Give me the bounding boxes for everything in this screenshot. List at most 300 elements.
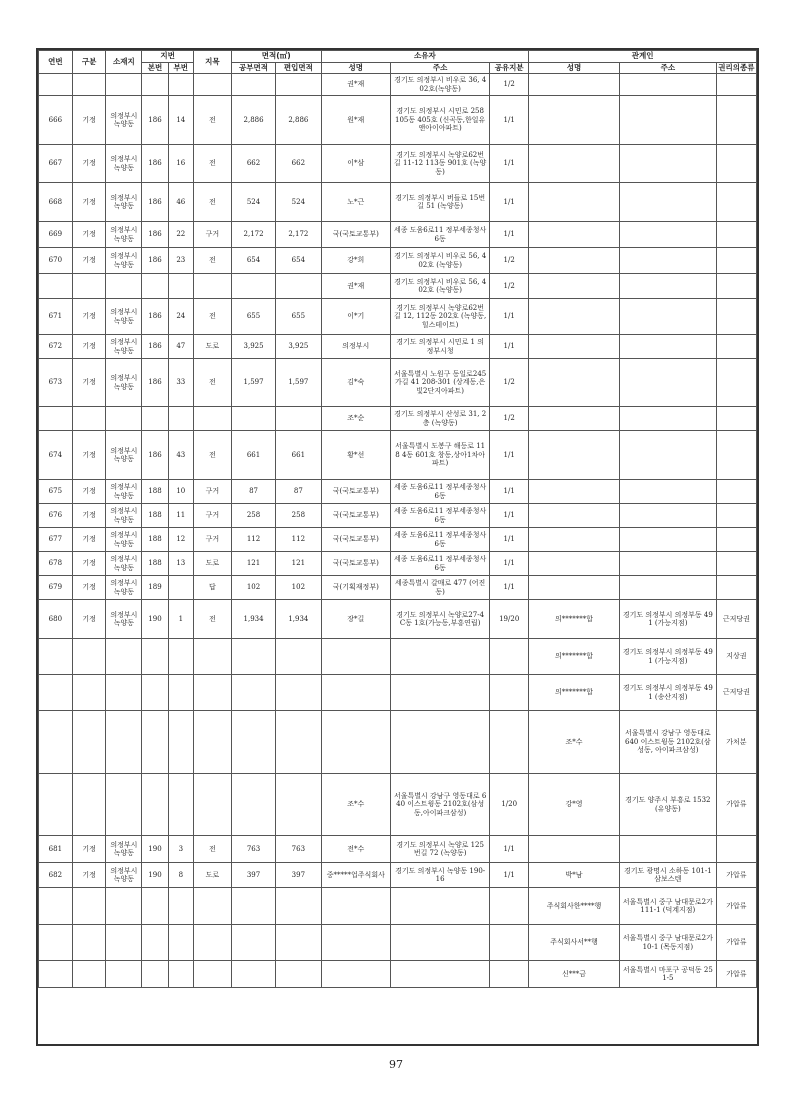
land-category-cell: 전 bbox=[193, 145, 231, 183]
type-cell: 기정 bbox=[72, 480, 106, 504]
row-no-cell: 672 bbox=[39, 335, 73, 359]
lot-sub-cell: 3 bbox=[168, 836, 193, 863]
area-official-cell bbox=[231, 274, 275, 299]
location-cell: 의정부시 녹양동 bbox=[106, 335, 142, 359]
owner-address-cell: 경기도 의정부시 비우로 56, 402호 (녹양동) bbox=[391, 248, 490, 274]
owner-address-cell: 세종 도움6로11 정부세종청사 6동 bbox=[391, 552, 490, 576]
rel-address-cell bbox=[619, 248, 716, 274]
area-official-cell bbox=[231, 888, 275, 925]
row-no-cell bbox=[39, 675, 73, 711]
rel-address-cell bbox=[619, 299, 716, 335]
type-cell bbox=[72, 888, 106, 925]
row-no-cell: 681 bbox=[39, 836, 73, 863]
share-cell: 1/2 bbox=[490, 248, 529, 274]
row-no-cell: 676 bbox=[39, 504, 73, 528]
type-cell: 기정 bbox=[72, 431, 106, 480]
area-official-cell bbox=[231, 711, 275, 774]
location-cell bbox=[106, 925, 142, 961]
table-row bbox=[39, 600, 757, 639]
location-cell bbox=[106, 711, 142, 774]
type-cell bbox=[72, 639, 106, 675]
rel-name-cell: 강*영 bbox=[529, 774, 620, 836]
page-number: 97 bbox=[389, 1058, 403, 1071]
type-cell: 기정 bbox=[72, 359, 106, 407]
area-official-cell: 2,886 bbox=[231, 96, 275, 145]
lot-sub-cell: 23 bbox=[168, 248, 193, 274]
type-cell bbox=[72, 675, 106, 711]
owner-name-cell: 국(국토교통부) bbox=[321, 480, 391, 504]
row-no-cell: 674 bbox=[39, 431, 73, 480]
lot-sub-cell bbox=[168, 961, 193, 988]
lot-sub-cell bbox=[168, 639, 193, 675]
table-row bbox=[39, 299, 757, 335]
table-row bbox=[39, 863, 757, 888]
type-cell: 기정 bbox=[72, 504, 106, 528]
rel-right-type-cell bbox=[716, 480, 756, 504]
land-category-cell: 도로 bbox=[193, 863, 231, 888]
rel-address-cell bbox=[619, 836, 716, 863]
owner-address-cell: 세종 도움6로11 정부세종청사 6동 bbox=[391, 504, 490, 528]
area-official-cell: 2,172 bbox=[231, 222, 275, 248]
rel-address-cell bbox=[619, 74, 716, 96]
row-no-cell bbox=[39, 639, 73, 675]
rel-right-type-cell bbox=[716, 528, 756, 552]
row-no-cell bbox=[39, 407, 73, 431]
area-included-cell: 661 bbox=[276, 431, 321, 480]
lot-main-cell: 186 bbox=[142, 96, 168, 145]
share-cell: 1/1 bbox=[490, 528, 529, 552]
owner-name-cell bbox=[321, 888, 391, 925]
land-category-cell: 전 bbox=[193, 299, 231, 335]
table-row bbox=[39, 639, 757, 675]
lot-main-cell: 186 bbox=[142, 299, 168, 335]
lot-sub-cell: 14 bbox=[168, 96, 193, 145]
lot-sub-cell bbox=[168, 675, 193, 711]
owner-name-cell: 국(국토교통부) bbox=[321, 528, 391, 552]
table-row bbox=[39, 74, 757, 96]
lot-main-cell: 186 bbox=[142, 359, 168, 407]
rel-address-cell: 서울특별시 강남구 영동대로 640 이스트윙동 2102호(삼성동, 아이파크삼성) bbox=[619, 711, 716, 774]
type-cell bbox=[72, 925, 106, 961]
row-no-cell bbox=[39, 888, 73, 925]
rel-right-type-cell bbox=[716, 74, 756, 96]
area-included-cell bbox=[276, 774, 321, 836]
rel-name-cell bbox=[529, 183, 620, 222]
header-lot: 지번 bbox=[142, 51, 194, 63]
owner-address-cell bbox=[391, 961, 490, 988]
location-cell: 의정부시 녹양동 bbox=[106, 504, 142, 528]
owner-name-cell bbox=[321, 961, 391, 988]
rel-name-cell: 의*******합 bbox=[529, 675, 620, 711]
rel-name-cell: 신***금 bbox=[529, 961, 620, 988]
type-cell: 기정 bbox=[72, 335, 106, 359]
header-rel-address: 주소 bbox=[619, 63, 716, 74]
location-cell bbox=[106, 274, 142, 299]
lot-sub-cell: 46 bbox=[168, 183, 193, 222]
owner-address-cell: 서울특별시 도봉구 해등로 118 4동 601호 창동,상아1차아파트) bbox=[391, 431, 490, 480]
table-row bbox=[39, 96, 757, 145]
share-cell: 1/20 bbox=[490, 774, 529, 836]
share-cell: 1/1 bbox=[490, 576, 529, 600]
rel-name-cell: 주식회사한****행 bbox=[529, 888, 620, 925]
type-cell: 기정 bbox=[72, 600, 106, 639]
lot-main-cell bbox=[142, 274, 168, 299]
header-owner-address: 주소 bbox=[391, 63, 490, 74]
type-cell: 기정 bbox=[72, 96, 106, 145]
area-included-cell: 763 bbox=[276, 836, 321, 863]
rel-right-type-cell bbox=[716, 504, 756, 528]
owner-address-cell: 서울특별시 강남구 영동대로 640 이스트윙동 2102호(삼성동,아이파크삼성) bbox=[391, 774, 490, 836]
rel-right-type-cell bbox=[716, 431, 756, 480]
type-cell: 기정 bbox=[72, 222, 106, 248]
lot-sub-cell: 1 bbox=[168, 600, 193, 639]
rel-name-cell bbox=[529, 335, 620, 359]
owner-name-cell: 의정부시 bbox=[321, 335, 391, 359]
owner-name-cell: 황*선 bbox=[321, 431, 391, 480]
row-no-cell: 671 bbox=[39, 299, 73, 335]
share-cell: 1/1 bbox=[490, 183, 529, 222]
row-no-cell bbox=[39, 711, 73, 774]
location-cell: 의정부시 녹양동 bbox=[106, 576, 142, 600]
row-no-cell: 667 bbox=[39, 145, 73, 183]
rel-right-type-cell: 근저당권 bbox=[716, 675, 756, 711]
table-body bbox=[39, 74, 757, 988]
lot-sub-cell bbox=[168, 711, 193, 774]
area-included-cell: 87 bbox=[276, 480, 321, 504]
land-category-cell: 전 bbox=[193, 600, 231, 639]
share-cell: 1/2 bbox=[490, 74, 529, 96]
location-cell bbox=[106, 961, 142, 988]
area-official-cell bbox=[231, 407, 275, 431]
rel-name-cell bbox=[529, 74, 620, 96]
area-official-cell bbox=[231, 925, 275, 961]
share-cell: 1/1 bbox=[490, 299, 529, 335]
rel-name-cell bbox=[529, 504, 620, 528]
owner-address-cell bbox=[391, 711, 490, 774]
rel-right-type-cell: 가압류 bbox=[716, 888, 756, 925]
land-category-cell bbox=[193, 675, 231, 711]
rel-right-type-cell: 지상권 bbox=[716, 639, 756, 675]
rel-name-cell bbox=[529, 248, 620, 274]
owner-name-cell bbox=[321, 675, 391, 711]
lot-main-cell bbox=[142, 961, 168, 988]
area-official-cell: 662 bbox=[231, 145, 275, 183]
location-cell: 의정부시 녹양동 bbox=[106, 600, 142, 639]
share-cell: 1/1 bbox=[490, 552, 529, 576]
rel-address-cell bbox=[619, 145, 716, 183]
land-category-cell: 전 bbox=[193, 96, 231, 145]
rel-right-type-cell bbox=[716, 183, 756, 222]
type-cell: 기정 bbox=[72, 863, 106, 888]
header-area: 면적(㎡) bbox=[231, 51, 321, 63]
share-cell: 1/1 bbox=[490, 96, 529, 145]
type-cell bbox=[72, 774, 106, 836]
owner-name-cell: 원*재 bbox=[321, 96, 391, 145]
area-included-cell bbox=[276, 961, 321, 988]
table-row bbox=[39, 774, 757, 836]
table-row bbox=[39, 528, 757, 552]
area-official-cell: 102 bbox=[231, 576, 275, 600]
header-area-included: 편입면적 bbox=[276, 63, 321, 74]
owner-name-cell: 이*삼 bbox=[321, 145, 391, 183]
owner-name-cell: 강*희 bbox=[321, 248, 391, 274]
owner-address-cell: 경기도 의정부시 버들로 15번길 51 (녹양동) bbox=[391, 183, 490, 222]
land-category-cell: 구거 bbox=[193, 528, 231, 552]
area-official-cell bbox=[231, 639, 275, 675]
location-cell: 의정부시 녹양동 bbox=[106, 248, 142, 274]
rel-right-type-cell bbox=[716, 335, 756, 359]
rel-right-type-cell bbox=[716, 299, 756, 335]
rel-name-cell bbox=[529, 528, 620, 552]
owner-address-cell bbox=[391, 925, 490, 961]
row-no-cell: 680 bbox=[39, 600, 73, 639]
share-cell: 1/2 bbox=[490, 359, 529, 407]
rel-address-cell: 경기도 광명시 소하동 101-1 삼보스텐 bbox=[619, 863, 716, 888]
area-included-cell bbox=[276, 675, 321, 711]
location-cell bbox=[106, 407, 142, 431]
lot-main-cell: 186 bbox=[142, 335, 168, 359]
location-cell: 의정부시 녹양동 bbox=[106, 480, 142, 504]
type-cell: 기정 bbox=[72, 552, 106, 576]
lot-main-cell: 186 bbox=[142, 431, 168, 480]
owner-name-cell: 전*수 bbox=[321, 836, 391, 863]
rel-address-cell bbox=[619, 504, 716, 528]
area-included-cell: 662 bbox=[276, 145, 321, 183]
table-row bbox=[39, 480, 757, 504]
area-included-cell: 258 bbox=[276, 504, 321, 528]
rel-name-cell bbox=[529, 145, 620, 183]
area-included-cell: 654 bbox=[276, 248, 321, 274]
land-category-cell bbox=[193, 774, 231, 836]
share-cell bbox=[490, 675, 529, 711]
area-official-cell: 654 bbox=[231, 248, 275, 274]
land-category-cell: 답 bbox=[193, 576, 231, 600]
area-included-cell: 2,172 bbox=[276, 222, 321, 248]
share-cell: 1/1 bbox=[490, 863, 529, 888]
share-cell: 1/1 bbox=[490, 480, 529, 504]
header-interested: 관계인 bbox=[529, 51, 757, 63]
lot-sub-cell: 10 bbox=[168, 480, 193, 504]
table-row bbox=[39, 407, 757, 431]
row-no-cell bbox=[39, 274, 73, 299]
land-category-cell: 구거 bbox=[193, 222, 231, 248]
rel-address-cell: 경기도 의정부시 의정부동 491 (송산지점) bbox=[619, 675, 716, 711]
area-included-cell: 397 bbox=[276, 863, 321, 888]
land-category-cell bbox=[193, 407, 231, 431]
land-category-cell: 전 bbox=[193, 431, 231, 480]
lot-main-cell bbox=[142, 639, 168, 675]
row-no-cell: 679 bbox=[39, 576, 73, 600]
rel-name-cell: 주식회사서**행 bbox=[529, 925, 620, 961]
share-cell: 1/2 bbox=[490, 274, 529, 299]
area-official-cell bbox=[231, 74, 275, 96]
rel-address-cell bbox=[619, 552, 716, 576]
location-cell: 의정부시 녹양동 bbox=[106, 836, 142, 863]
owner-address-cell bbox=[391, 888, 490, 925]
rel-right-type-cell bbox=[716, 274, 756, 299]
table-row bbox=[39, 274, 757, 299]
row-no-cell: 666 bbox=[39, 96, 73, 145]
area-official-cell bbox=[231, 774, 275, 836]
table-row bbox=[39, 248, 757, 274]
owner-name-cell: 장*길 bbox=[321, 600, 391, 639]
owner-name-cell: 이*기 bbox=[321, 299, 391, 335]
location-cell bbox=[106, 675, 142, 711]
rel-name-cell bbox=[529, 222, 620, 248]
share-cell bbox=[490, 888, 529, 925]
rel-right-type-cell: 가압류 bbox=[716, 961, 756, 988]
rel-right-type-cell bbox=[716, 836, 756, 863]
lot-sub-cell bbox=[168, 925, 193, 961]
lot-main-cell: 186 bbox=[142, 183, 168, 222]
rel-address-cell bbox=[619, 222, 716, 248]
type-cell: 기정 bbox=[72, 299, 106, 335]
area-included-cell bbox=[276, 407, 321, 431]
lot-sub-cell: 16 bbox=[168, 145, 193, 183]
header-rel-name: 성명 bbox=[529, 63, 620, 74]
owner-name-cell: 국(국토교통부) bbox=[321, 222, 391, 248]
lot-main-cell: 190 bbox=[142, 600, 168, 639]
lot-main-cell bbox=[142, 711, 168, 774]
land-compensation-table bbox=[38, 50, 757, 988]
rel-name-cell bbox=[529, 576, 620, 600]
row-no-cell: 670 bbox=[39, 248, 73, 274]
land-category-cell: 도로 bbox=[193, 552, 231, 576]
row-no-cell: 668 bbox=[39, 183, 73, 222]
row-no-cell: 673 bbox=[39, 359, 73, 407]
owner-address-cell: 경기도 의정부시 시민로 1 의정부시청 bbox=[391, 335, 490, 359]
type-cell: 기정 bbox=[72, 145, 106, 183]
area-included-cell bbox=[276, 925, 321, 961]
owner-address-cell bbox=[391, 675, 490, 711]
rel-address-cell: 서울특별시 중구 남대문로2가 10-1 (목동지점) bbox=[619, 925, 716, 961]
area-official-cell bbox=[231, 675, 275, 711]
lot-main-cell: 188 bbox=[142, 480, 168, 504]
area-included-cell: 112 bbox=[276, 528, 321, 552]
rel-right-type-cell: 근저당권 bbox=[716, 600, 756, 639]
row-no-cell: 669 bbox=[39, 222, 73, 248]
type-cell: 기정 bbox=[72, 183, 106, 222]
lot-sub-cell: 33 bbox=[168, 359, 193, 407]
rel-right-type-cell: 가압류 bbox=[716, 925, 756, 961]
owner-name-cell: 국(국토교통부) bbox=[321, 504, 391, 528]
land-category-cell bbox=[193, 274, 231, 299]
lot-sub-cell bbox=[168, 274, 193, 299]
table-row bbox=[39, 836, 757, 863]
location-cell bbox=[106, 888, 142, 925]
location-cell: 의정부시 녹양동 bbox=[106, 863, 142, 888]
share-cell: 1/1 bbox=[490, 335, 529, 359]
location-cell: 의정부시 녹양동 bbox=[106, 96, 142, 145]
location-cell: 의정부시 녹양동 bbox=[106, 359, 142, 407]
lot-sub-cell: 13 bbox=[168, 552, 193, 576]
row-no-cell: 682 bbox=[39, 863, 73, 888]
rel-right-type-cell bbox=[716, 96, 756, 145]
table-row bbox=[39, 335, 757, 359]
lot-main-cell: 188 bbox=[142, 552, 168, 576]
rel-address-cell bbox=[619, 407, 716, 431]
lot-sub-cell bbox=[168, 888, 193, 925]
header-owner-name: 성명 bbox=[321, 63, 391, 74]
type-cell: 기정 bbox=[72, 836, 106, 863]
land-category-cell: 구거 bbox=[193, 480, 231, 504]
area-included-cell bbox=[276, 274, 321, 299]
rel-right-type-cell bbox=[716, 222, 756, 248]
rel-address-cell: 경기도 의정부시 의정부동 491 (가능지점) bbox=[619, 600, 716, 639]
owner-name-cell: 국(국토교통부) bbox=[321, 552, 391, 576]
rel-address-cell bbox=[619, 183, 716, 222]
row-no-cell: 677 bbox=[39, 528, 73, 552]
area-official-cell bbox=[231, 961, 275, 988]
area-official-cell: 3,925 bbox=[231, 335, 275, 359]
owner-name-cell: 조*수 bbox=[321, 774, 391, 836]
rel-name-cell bbox=[529, 96, 620, 145]
area-official-cell: 258 bbox=[231, 504, 275, 528]
share-cell bbox=[490, 925, 529, 961]
area-official-cell: 1,934 bbox=[231, 600, 275, 639]
header-area-official: 공부면적 bbox=[231, 63, 275, 74]
owner-name-cell: 권*재 bbox=[321, 274, 391, 299]
rel-right-type-cell: 가압류 bbox=[716, 863, 756, 888]
rel-address-cell bbox=[619, 359, 716, 407]
header-land-category: 지목 bbox=[193, 51, 231, 74]
rel-right-type-cell bbox=[716, 248, 756, 274]
land-category-cell bbox=[193, 925, 231, 961]
owner-name-cell: 김*숙 bbox=[321, 359, 391, 407]
table-row bbox=[39, 925, 757, 961]
owner-address-cell: 경기도 의정부시 녹양동 190-16 bbox=[391, 863, 490, 888]
share-cell: 1/1 bbox=[490, 836, 529, 863]
rel-address-cell bbox=[619, 431, 716, 480]
rel-name-cell bbox=[529, 552, 620, 576]
lot-sub-cell: 12 bbox=[168, 528, 193, 552]
rel-address-cell bbox=[619, 528, 716, 552]
share-cell: 1/1 bbox=[490, 504, 529, 528]
lot-main-cell: 190 bbox=[142, 836, 168, 863]
owner-address-cell: 세종 도움6로11 정부세종청사 6동 bbox=[391, 222, 490, 248]
area-official-cell: 1,597 bbox=[231, 359, 275, 407]
table-row bbox=[39, 576, 757, 600]
table-row bbox=[39, 431, 757, 480]
share-cell: 1/1 bbox=[490, 431, 529, 480]
header-type: 구분 bbox=[72, 51, 106, 74]
owner-address-cell: 서울특별시 노원구 동일로245가길 41 208-301 (상계동,은빛2단지아파트) bbox=[391, 359, 490, 407]
row-no-cell bbox=[39, 74, 73, 96]
land-category-cell: 도로 bbox=[193, 335, 231, 359]
owner-name-cell: 중*****업주식회사 bbox=[321, 863, 391, 888]
area-included-cell: 1,597 bbox=[276, 359, 321, 407]
rel-address-cell bbox=[619, 335, 716, 359]
owner-address-cell: 경기도 의정부시 비우로 36, 402호(녹양동) bbox=[391, 74, 490, 96]
rel-name-cell bbox=[529, 299, 620, 335]
area-included-cell: 2,886 bbox=[276, 96, 321, 145]
owner-name-cell: 권*재 bbox=[321, 74, 391, 96]
rel-name-cell bbox=[529, 274, 620, 299]
land-category-cell: 전 bbox=[193, 359, 231, 407]
land-category-cell bbox=[193, 639, 231, 675]
lot-main-cell: 186 bbox=[142, 248, 168, 274]
owner-address-cell: 경기도 의정부시 산성로 31, 2층 (녹양동) bbox=[391, 407, 490, 431]
type-cell: 기정 bbox=[72, 576, 106, 600]
rel-right-type-cell: 가압류 bbox=[716, 774, 756, 836]
table-row bbox=[39, 888, 757, 925]
rel-right-type-cell bbox=[716, 576, 756, 600]
area-official-cell: 397 bbox=[231, 863, 275, 888]
type-cell bbox=[72, 74, 106, 96]
owner-name-cell bbox=[321, 639, 391, 675]
type-cell bbox=[72, 407, 106, 431]
rel-address-cell: 서울특별시 마포구 공덕동 251-5 bbox=[619, 961, 716, 988]
